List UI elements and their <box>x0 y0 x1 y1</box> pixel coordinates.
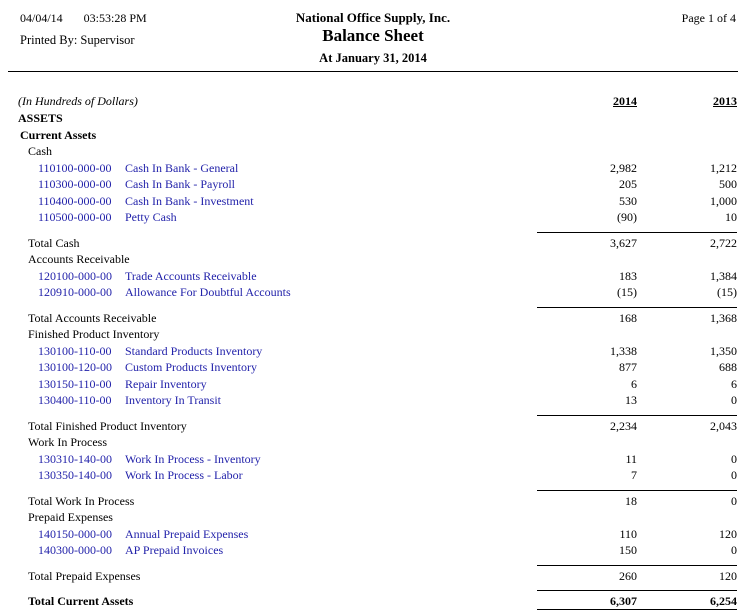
account-row-value-2013: 0 <box>731 451 737 466</box>
account-row <box>18 176 737 193</box>
section-assets-value-2014 <box>537 110 637 127</box>
account-row <box>18 467 737 484</box>
account-name-link[interactable]: AP Prepaid Invoices <box>125 543 224 557</box>
account-row <box>18 376 737 393</box>
column-header-2013: 2013 <box>713 94 737 108</box>
account-row-value-2014: 11 <box>625 451 637 466</box>
column-header-row <box>18 92 737 110</box>
account-name-link[interactable]: Inventory In Transit <box>125 393 221 407</box>
account-row-value-2013: 500 <box>719 177 737 191</box>
report-header <box>8 0 738 72</box>
account-number-link[interactable]: 110100-000-00 <box>38 160 112 175</box>
account-number-link[interactable]: 130350-140-00 <box>38 468 112 482</box>
group-total-row-value-2014: 18 <box>537 490 637 510</box>
account-row-label <box>18 268 537 285</box>
group-total-row-label <box>18 307 537 327</box>
group-header <box>18 434 737 451</box>
account-number-link[interactable]: 130150-110-00 <box>38 376 112 391</box>
account-row-value-2014: 110 <box>619 526 637 541</box>
subsection-current-assets-value-2013 <box>637 127 737 144</box>
group-header-value-2013 <box>637 326 737 343</box>
account-name-link[interactable]: Custom Products Inventory <box>125 360 257 374</box>
group-total-label: Total Finished Product Inventory <box>28 418 187 433</box>
account-number-link[interactable]: 130100-110-00 <box>38 343 112 358</box>
account-row-value-2013: (15) <box>717 285 737 299</box>
group-total-row-value-2013: 2,722 <box>637 232 737 252</box>
group-total-row-value-2014: 3,627 <box>537 232 637 252</box>
account-name-link[interactable]: Repair Inventory <box>125 376 207 391</box>
group-header-value-2014 <box>537 251 637 268</box>
account-number-link[interactable]: 110300-000-00 <box>38 177 112 191</box>
report-title: Balance Sheet <box>322 26 424 45</box>
group-name: Cash <box>28 144 52 158</box>
account-row <box>18 542 737 559</box>
page-number: Page 1 of 4 <box>681 11 736 25</box>
account-row-label <box>18 451 537 468</box>
account-row-value-2013: 6 <box>731 376 737 391</box>
group-total-row <box>18 490 737 510</box>
account-row-label <box>18 526 537 543</box>
account-row <box>18 359 737 376</box>
group-total-row-value-2014: 168 <box>537 307 637 327</box>
account-name-link[interactable]: Cash In Bank - General <box>125 160 239 175</box>
group-header-label <box>18 326 537 343</box>
group-total-row <box>18 415 737 435</box>
group-total-row-label <box>18 490 537 510</box>
account-number-link[interactable]: 120100-000-00 <box>38 268 112 283</box>
account-row <box>18 526 737 543</box>
units-note: (In Hundreds of Dollars) <box>18 94 138 108</box>
account-row-label <box>18 376 537 393</box>
account-row-value-2014: 1,338 <box>610 343 637 358</box>
account-name-link[interactable]: Trade Accounts Receivable <box>125 268 257 283</box>
account-row-value-2014: 530 <box>619 193 637 208</box>
account-row-label <box>18 209 537 226</box>
account-number-link[interactable]: 130310-140-00 <box>38 451 112 466</box>
account-row-value-2013: 0 <box>731 543 737 557</box>
account-number-link[interactable]: 110400-000-00 <box>38 193 112 208</box>
account-row-value-2014: 6 <box>631 376 637 391</box>
group-header-label <box>18 251 537 268</box>
group-header <box>18 143 737 160</box>
account-row-label <box>18 359 537 376</box>
grand-total-row <box>18 590 737 610</box>
group-total-row <box>18 232 737 252</box>
report-body <box>18 72 737 610</box>
account-row-label <box>18 343 537 360</box>
company-name: National Office Supply, Inc. <box>295 10 451 25</box>
group-total-row-value-2014: 2,234 <box>537 415 637 435</box>
account-row-label <box>18 392 537 409</box>
group-total-row <box>18 565 737 585</box>
group-name: Accounts Receivable <box>28 252 130 266</box>
account-number-link[interactable]: 140300-000-00 <box>38 543 112 557</box>
group-header-value-2014 <box>537 143 637 160</box>
account-row-value-2014: 183 <box>619 268 637 283</box>
group-total-row-value-2014: 260 <box>537 565 637 585</box>
account-row <box>18 284 737 301</box>
group-header-label <box>18 509 537 526</box>
group-header-value-2014 <box>537 326 637 343</box>
grand-total-label: Total Current Assets <box>28 594 134 608</box>
group-total-label: Total Cash <box>28 235 80 250</box>
account-row-label <box>18 193 537 210</box>
grand-total-row-value-2014: 6,307 <box>537 590 637 610</box>
account-name-link[interactable]: Cash In Bank - Payroll <box>125 177 235 191</box>
group-header-value-2013 <box>637 251 737 268</box>
account-row <box>18 209 737 226</box>
account-name-link[interactable]: Work In Process - Inventory <box>125 451 261 466</box>
account-row-value-2014: 150 <box>619 543 637 557</box>
group-total-row <box>18 307 737 327</box>
section-assets-label <box>18 110 537 127</box>
account-row <box>18 392 737 409</box>
account-name-link[interactable]: Annual Prepaid Expenses <box>125 526 249 541</box>
account-row <box>18 268 737 285</box>
account-row-value-2013: 10 <box>725 210 737 224</box>
account-row-value-2013: 1,350 <box>710 343 737 358</box>
account-number-link[interactable]: 120910-000-00 <box>38 285 112 299</box>
section-assets-value-2013 <box>637 110 737 127</box>
account-name-link[interactable]: Cash In Bank - Investment <box>125 193 254 208</box>
subsection-current-assets-value-2014 <box>537 127 637 144</box>
section-assets <box>18 110 737 127</box>
account-row-label <box>18 542 537 559</box>
grand-total-row-value-2013: 6,254 <box>637 590 737 610</box>
printed-by-value: Supervisor <box>80 33 135 47</box>
account-row <box>18 160 737 177</box>
account-row-label <box>18 467 537 484</box>
account-row-value-2013: 1,384 <box>710 268 737 283</box>
account-row-value-2013: 120 <box>719 526 737 541</box>
account-row-value-2013: 1,000 <box>710 193 737 208</box>
account-row-value-2013: 0 <box>731 393 737 407</box>
account-row-value-2014: 877 <box>619 360 637 374</box>
account-number-link[interactable]: 110500-000-00 <box>38 210 112 224</box>
group-header-label <box>18 434 537 451</box>
account-row <box>18 451 737 468</box>
account-row-value-2014: 7 <box>631 468 637 482</box>
group-total-row-value-2013: 0 <box>637 490 737 510</box>
report-as-of-date: At January 31, 2014 <box>319 51 427 65</box>
account-row-value-2014: 2,982 <box>610 160 637 175</box>
group-header-value-2013 <box>637 434 737 451</box>
group-total-row-label <box>18 415 537 435</box>
group-header <box>18 509 737 526</box>
group-header-value-2014 <box>537 434 637 451</box>
account-row-value-2014: 205 <box>619 177 637 191</box>
report-rows <box>18 110 737 610</box>
grand-total-row-label <box>18 590 537 610</box>
print-date: 04/04/14 <box>20 11 63 25</box>
group-header <box>18 251 737 268</box>
account-row <box>18 343 737 360</box>
print-time: 03:53:28 PM <box>83 11 147 25</box>
account-row-value-2014: (15) <box>617 285 637 299</box>
group-total-row-value-2013: 2,043 <box>637 415 737 435</box>
account-row-value-2013: 688 <box>719 360 737 374</box>
account-row-label <box>18 176 537 193</box>
account-number-link[interactable]: 130400-110-00 <box>38 393 112 407</box>
group-header <box>18 326 737 343</box>
account-name-link[interactable]: Petty Cash <box>125 210 177 224</box>
account-row-value-2014: 13 <box>625 393 637 407</box>
group-total-label: Total Accounts Receivable <box>28 310 157 325</box>
group-header-value-2014 <box>537 509 637 526</box>
group-header-value-2013 <box>637 509 737 526</box>
account-row-label <box>18 160 537 177</box>
account-row-value-2013: 1,212 <box>710 160 737 175</box>
section-title: ASSETS <box>18 111 63 125</box>
group-name: Finished Product Inventory <box>28 327 160 341</box>
column-header-2014: 2014 <box>613 94 637 108</box>
group-total-label: Total Prepaid Expenses <box>28 568 141 583</box>
printed-by-label: Printed By: <box>20 33 78 47</box>
account-row-value-2014: (90) <box>617 210 637 224</box>
group-name: Prepaid Expenses <box>28 510 113 524</box>
subsection-title: Current Assets <box>20 127 97 142</box>
group-total-row-value-2013: 1,368 <box>637 307 737 327</box>
account-name-link[interactable]: Standard Products Inventory <box>125 343 263 358</box>
group-total-row-label <box>18 565 537 585</box>
account-number-link[interactable]: 140150-000-00 <box>38 526 112 541</box>
account-row-value-2013: 0 <box>731 468 737 482</box>
account-row-label <box>18 284 537 301</box>
account-row <box>18 193 737 210</box>
group-total-label: Total Work In Process <box>28 493 135 508</box>
group-header-value-2013 <box>637 143 737 160</box>
account-name-link[interactable]: Work In Process - Labor <box>125 468 243 482</box>
group-total-row-value-2013: 120 <box>637 565 737 585</box>
group-total-row-label <box>18 232 537 252</box>
subsection-current-assets-label <box>18 127 537 144</box>
group-header-label <box>18 143 537 160</box>
group-name: Work In Process <box>28 435 108 449</box>
account-name-link[interactable]: Allowance For Doubtful Accounts <box>125 285 291 299</box>
account-number-link[interactable]: 130100-120-00 <box>38 360 112 374</box>
subsection-current-assets <box>18 127 737 144</box>
